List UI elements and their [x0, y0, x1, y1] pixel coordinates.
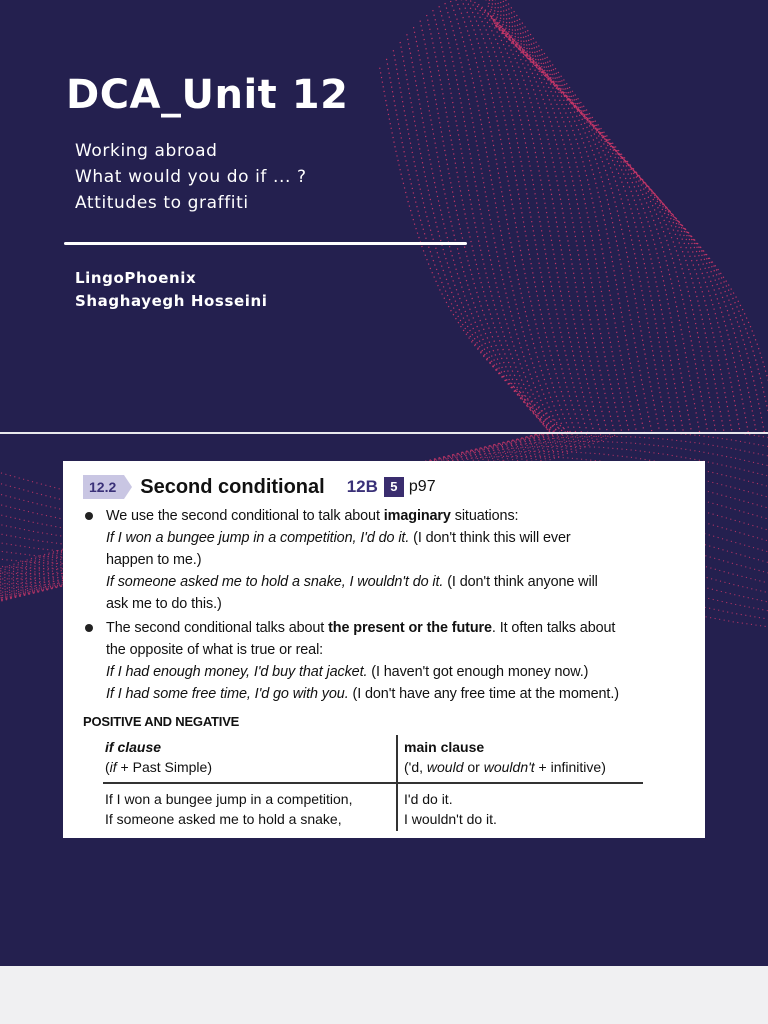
topic-item: Attitudes to graffiti: [75, 193, 249, 213]
example-sentence: If I won a bungee jump in a competition, I'd do it. (I don't think this will ever: [106, 530, 571, 546]
example-sentence: If I had enough money, I'd buy that jacket. (I haven't got enough money now.): [106, 664, 589, 680]
topic-item: What would you do if ... ?: [75, 167, 307, 187]
table-row: [105, 789, 352, 829]
card-header: [83, 475, 436, 499]
bullet-icon: [85, 624, 93, 632]
section-number-badge: 12.2: [83, 475, 124, 499]
positive-negative-heading: POSITIVE AND NEGATIVE: [83, 714, 240, 729]
author-brand: LingoPhoenix: [75, 269, 197, 287]
author-name: Shaghayegh Hosseini: [75, 292, 268, 310]
table-row: [404, 789, 497, 829]
grammar-reference-card: [63, 461, 705, 838]
rule-list: [83, 505, 703, 705]
title-divider: [64, 242, 467, 245]
structure-table: [103, 735, 643, 835]
keyword-imaginary: imaginary: [383, 508, 451, 524]
main-clause-header: main clause ('d, would or wouldn't + infinitive): [404, 739, 606, 775]
author-block: [75, 267, 268, 313]
rule-item: We use the second conditional to talk about imaginary situations: If I won a bungee jump in a competition, I'd do it. (I don't think this will ever happen to me.) If someone asked me to hold a snake, I wouldn't do it. (I don't think anyone will ask me to do this.): [83, 505, 703, 615]
page-reference: p97: [408, 478, 436, 495]
pink-dot-wave-decoration: [0, 0, 768, 432]
keyword-present-future: the present or the future: [328, 620, 492, 636]
unit-number-box: 5: [384, 477, 404, 497]
if-clause-cell: If I won a bungee jump in a competition,: [105, 791, 353, 807]
if-clause-cell: If someone asked me to hold a snake,: [105, 811, 342, 827]
main-clause-cell: I'd do it.: [404, 791, 453, 807]
grammar-slide: [0, 434, 768, 966]
main-clause-cell: I wouldn't do it.: [404, 811, 497, 827]
unit-reference: 12B: [346, 477, 378, 496]
section-title: Second conditional: [140, 475, 325, 498]
table-row-divider: [103, 782, 643, 784]
presentation-title: DCA_Unit 12: [66, 72, 349, 118]
example-sentence: If someone asked me to hold a snake, I wouldn't do it. (I don't think anyone will: [106, 574, 598, 590]
example-sentence: If I had some free time, I'd go with you. (I don't have any free time at the moment.): [106, 686, 619, 702]
rule-item: The second conditional talks about the present or the future. It often talks about the opposite of what is true or real: If I had enough money, I'd buy that jacket. (I haven't got enough money now.) If I had some free time, I'd go with you. (I don't have any free time at the moment.): [83, 617, 703, 705]
title-slide: [0, 0, 768, 432]
topic-list: [75, 138, 307, 216]
bullet-icon: [85, 512, 93, 520]
if-clause-header: if clause (if + Past Simple): [105, 739, 212, 775]
topic-item: Working abroad: [75, 141, 218, 161]
